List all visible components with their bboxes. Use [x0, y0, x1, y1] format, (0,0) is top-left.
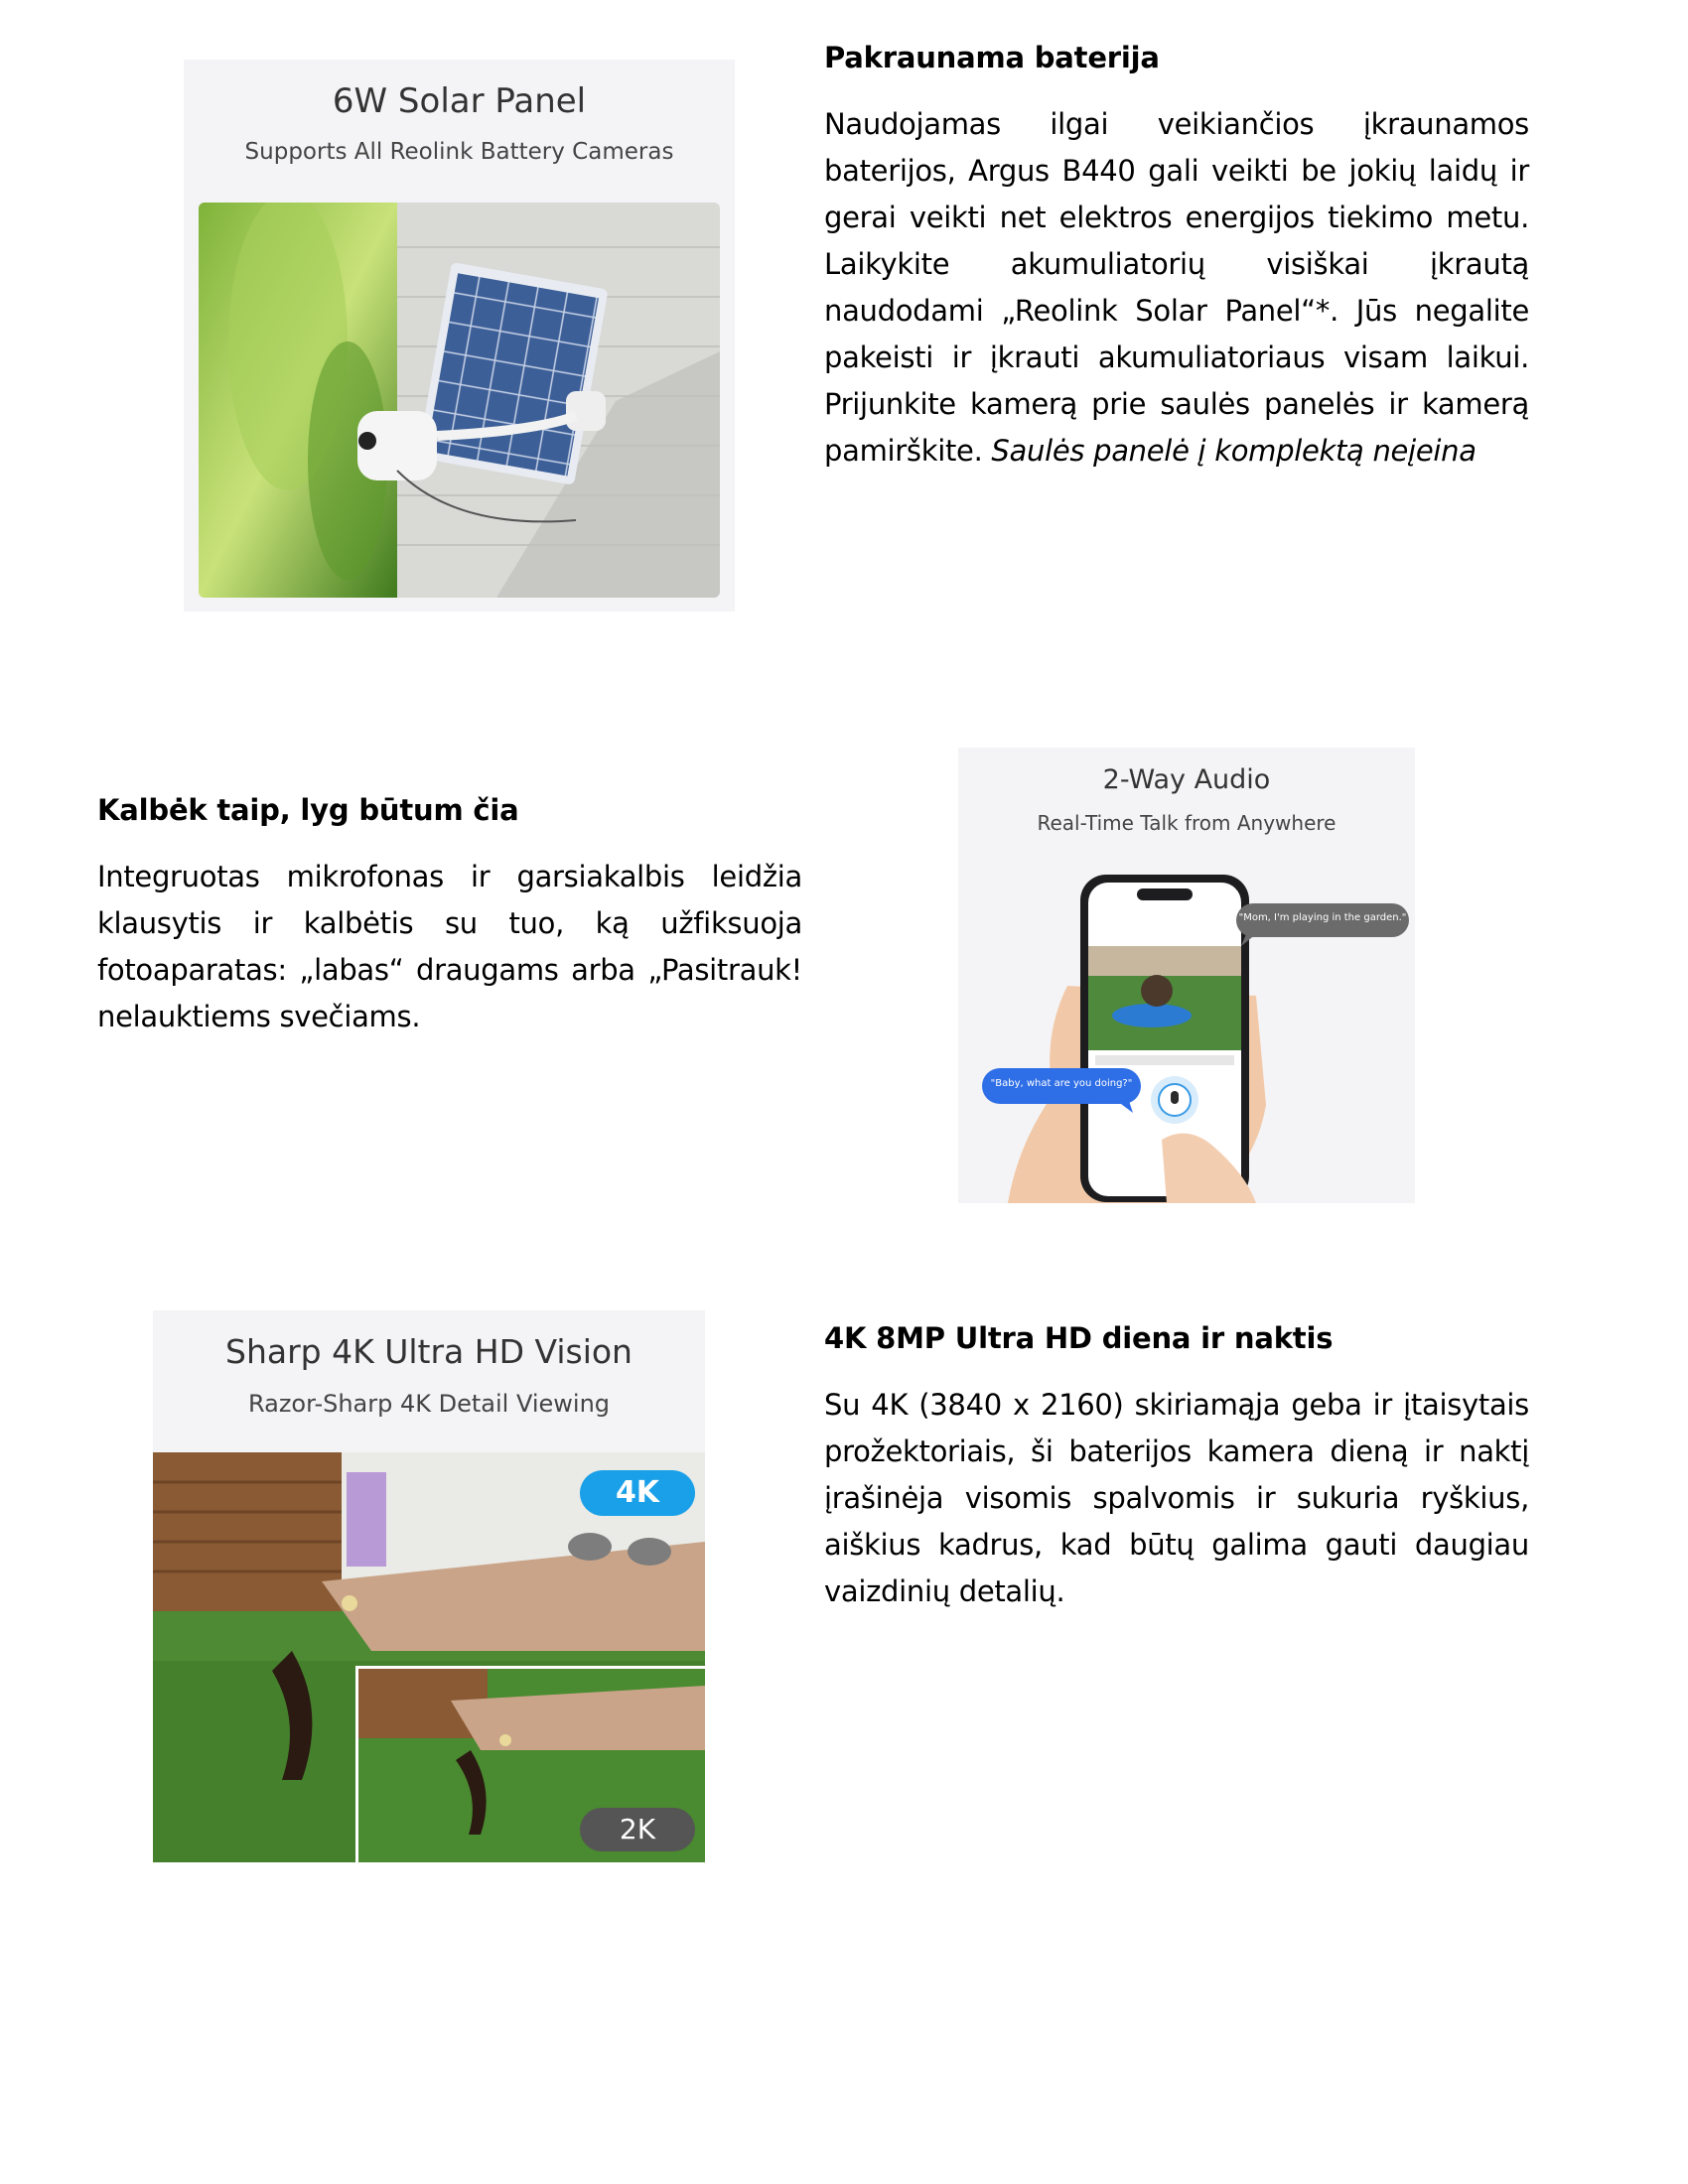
solar-panel-image: [184, 60, 735, 612]
battery-note: Saulės panelė į komplektą neįeina: [991, 434, 1477, 468]
battery-body: [824, 101, 1529, 475]
bubble-bottom-text: "Baby, what are you doing?": [990, 1078, 1133, 1089]
4k-vision-image-title: Sharp 4K Ultra HD Vision: [225, 1332, 633, 1371]
badge-4k: 4K: [580, 1470, 695, 1516]
solar-panel-image-subtitle: Supports All Reolink Battery Cameras: [244, 139, 674, 165]
battery-section: [824, 38, 1529, 475]
audio-heading: Kalbėk taip, lyg būtum čia: [97, 793, 519, 827]
audio-body: Integruotas mikrofonas ir garsiakalbis leidžia klausytis ir kalbėtis su tuo, ką užfiksuoja fotoaparatas: „labas“ draugams arba „Pasitrauk! nelauktiems svečiams.: [97, 860, 802, 1033]
solar-panel-image-title: 6W Solar Panel: [332, 81, 587, 121]
badge-2k: 2K: [580, 1808, 695, 1851]
two-way-audio-image-subtitle: Real-Time Talk from Anywhere: [1037, 811, 1336, 835]
solar-panel-photo: [199, 203, 720, 598]
bubble-top-text: "Mom, I'm playing in the garden.": [1238, 912, 1407, 923]
4k-vision-image-subtitle: Razor-Sharp 4K Detail Viewing: [247, 1390, 611, 1418]
resolution-body: Su 4K (3840 x 2160) skiriamąja geba ir įtaisytais prožektoriais, ši baterijos kamera dieną ir naktį įrašinėja visomis spalvomis ir sukuria ryškius, aiškius kadrus, kad būtų galima gauti daugiau vaizdinių detalių.: [824, 1388, 1529, 1608]
phone-illustration: [958, 748, 1415, 1203]
solar-panel-illustration: [199, 203, 720, 598]
audio-section: [97, 790, 802, 1040]
two-way-audio-image-title: 2-Way Audio: [1102, 764, 1271, 795]
garden-photo: [153, 1452, 705, 1862]
battery-body-text: Naudojamas ilgai veikiančios įkraunamos baterijos, Argus B440 gali veikti be jokių laidų ir gerai veikti net elektros energijos tiekimo metu. Laikykite akumuliatorių visiškai įkrautą naudodami „Reolink Solar Panel“*. Jūs negalite pakeisti ir įkrauti akumuliatoriaus visam laikui. Prijunkite kamerą prie saulės panelės ir kamerą pamirškite.: [824, 107, 1529, 468]
battery-heading: Pakraunama baterija: [824, 41, 1160, 74]
4k-vision-image: [153, 1310, 705, 1862]
resolution-section: [824, 1318, 1529, 1615]
resolution-heading: 4K 8MP Ultra HD diena ir naktis: [824, 1321, 1334, 1355]
two-way-audio-image: [958, 748, 1415, 1203]
